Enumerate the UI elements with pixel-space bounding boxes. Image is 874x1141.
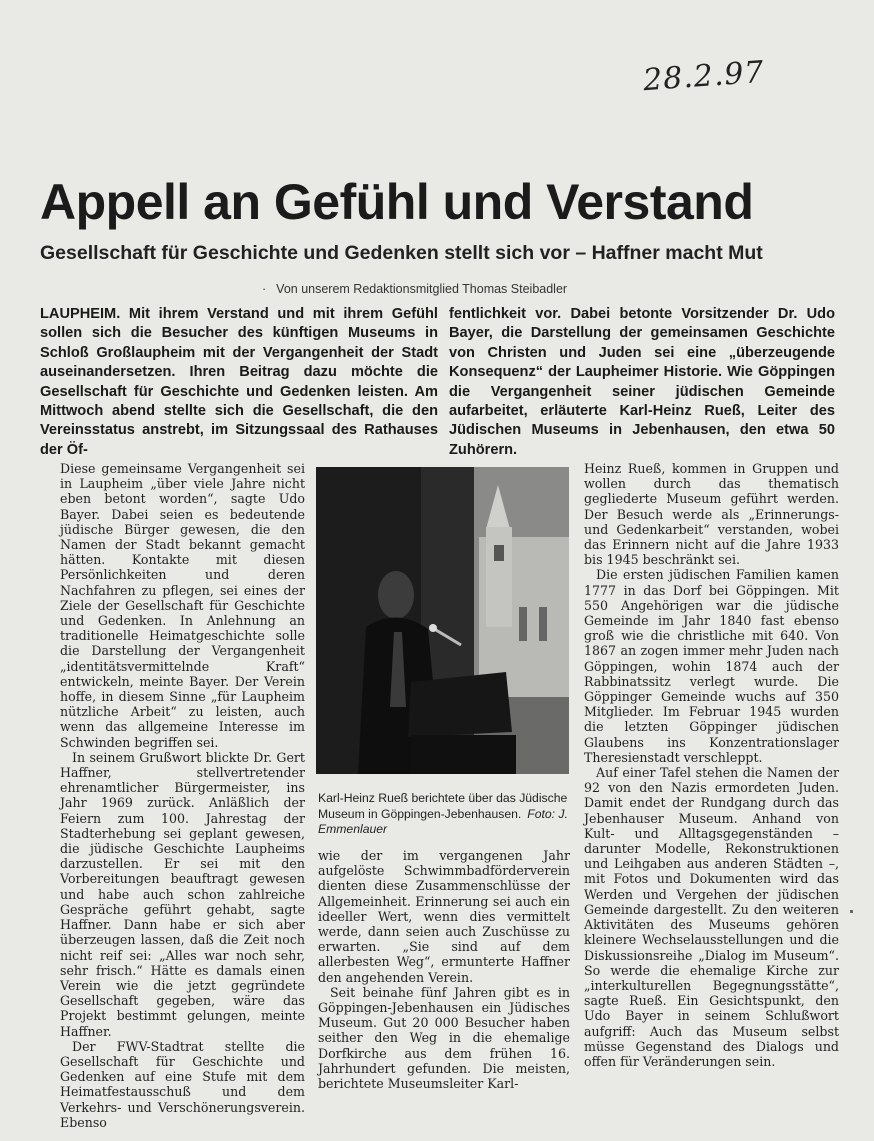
body-paragraph: In seinem Grußwort blickte Dr. Gert Haffner, stellvertretender ehrenamtlicher Bürgermeister, ins Jahr 1969 zurück. Anläßlich der Feiern zum 100. Jahrestag der Stadterhebung sei geplant gewesen, die jüdische Geschichte Laupheims darzustellen. Er sei mit den Vorbereitungen beauftragt gewesen und habe auch schon zahlreiche Gespräche geführt gehabt, sagte Haffner. Dann habe er sich aber überzeugen lassen, daß die Zeit noch nicht reif sei: „Alles war noch sehr, sehr frisch.“ Hätte es damals einen Verein wie die jetzt gegründete Gesellschaft gegeben, wäre das Projekt bestimmt gelungen, meinte Haffner. — [60, 749, 305, 1039]
article-subheadline: Gesellschaft für Geschichte und Gedenken stellt sich vor – Haffner macht Mut — [40, 242, 763, 264]
body-paragraph: Die ersten jüdischen Familien kamen 1777 in das Dorf bei Göppingen. Mit 550 Angehörigen war die jüdische Gemeinde im Jahr 1840 fast ebenso groß wie die christliche mit 640. Von 1867 an zogen immer mehr Juden nach Göppingen, wohin 1874 auch der Rabbinatssitz verlegt wurde. Die Göppinger Gemeinde wuchs auf 350 Mitglieder. Im Februar 1945 wurden die letzten Göppinger jüdischen Glaubens ins Konzentrationslager Theresienstadt verschleppt. — [584, 567, 839, 765]
handwritten-date: 28.2.97 — [641, 54, 766, 99]
caption-text: Karl-Heinz Rueß berichtete über das Jüdische Museum in Göppingen-Jebenhausen. — [318, 791, 568, 821]
byline-bullet: · — [262, 282, 267, 296]
photo-credit: Foto: J. Emmenlauer — [318, 806, 568, 836]
speaker-photo-illustration — [316, 467, 569, 774]
body-column-3 — [584, 461, 839, 1093]
body-paragraph: Diese gemeinsame Vergangenheit sei in Laupheim „über viele Jahre nicht eben betont worden“, sagte Udo Bayer. Dabei seien es bedeutende jüdische Bürger gewesen, die den Namen der Stadt bekannt gemacht hätten. Kontakte mit diesen Persönlichkeiten und deren Nachfahren zu pflegen, sei eines der Ziele der Gesellschaft für Geschichte und Gedenken. In Anlehnung an traditionelle Heimatgeschichte solle die Darstellung der Vergangenheit „identitätsvermittelnde Kraft“ entwickeln, meinte Bayer. Der Verein hoffe, in diesem Sinne „für Laupheim nützliche Arbeit“ zu leisten, auch wenn das allgemeine Interesse im Schwinden begriffen sei. — [60, 461, 305, 750]
lead-paragraph-left: LAUPHEIM. Mit ihrem Verstand und mit ihrem Gefühl sollen sich die Besucher des künftigen Museums in Schloß Großlaupheim mit der Vergangenheit der Stadt auseinandersetzen. Ihren Beitrag dazu möchte die Gesellschaft für Geschichte und Gedenken leisten. Am Mittwoch abend stellte sich die Gesellschaft, die den Vereinsstatus anstrebt, im Sitzungssaal des Rathauses der Öf- — [40, 306, 438, 458]
body-paragraph: wie der im vergangenen Jahr aufgelöste Schwimmbadförderverein dienten diese Zusammenschlüsse der Allgemeinheit. Erinnerung sei auch ein ideeller Wert, wenn dies vermittelt werde, dann seien auch Zuschüsse zu erwarten. „Sie sind auf dem allerbesten Weg“, ermunterte Haffner den angehenden Verein. — [318, 848, 570, 985]
photo-caption — [318, 791, 570, 838]
body-paragraph: Der FWV-Stadtrat stellte die Gesellschaft für Geschichte und Gedenken auf eine Stufe mit dem Heimatfestausschuß und dem Verkehrs- und Verschönerungsverein. Ebenso — [60, 1038, 305, 1130]
body-paragraph: Seit beinahe fünf Jahren gibt es in Göppingen-Jebenhausen ein Jüdisches Museum. Gut 20 000 Besucher haben seither den Weg in die ehemalige Dorfkirche aus dem frühen 16. Jahrhundert gefunden. Die meisten, berichtete Museumsleiter Karl- — [318, 984, 570, 1092]
print-speck — [850, 910, 853, 913]
speaker-head-icon — [378, 571, 414, 619]
lectern-icon — [408, 672, 512, 737]
body-column-1 — [60, 461, 305, 1130]
article-byline — [262, 281, 622, 297]
body-paragraph: Heinz Rueß, kommen in Gruppen und wollen durch das thematisch gegliederte Museum geführt werden. Der Besuch werde als „Erinnerungs- und Gedenkarbeit“ verstanden, wobei das Erinnern nicht auf die Jahre 1933 bis 1945 beschränkt sei. — [584, 461, 839, 568]
body-column-2 — [318, 848, 570, 1090]
byline-text: Von unserem Redaktionsmitglied Thomas Steibadler — [276, 282, 568, 296]
article-photo — [316, 467, 569, 774]
body-paragraph: Auf einer Tafel stehen die Namen der 92 von den Nazis ermordeten Juden. Damit endet der Rundgang durch das Jebenhauser Museum. Anhand von Kult- und Alltagsgegenständen – darunter Modelle, Rekonstruktionen und Leihgaben aus anderen Städten –, mit Fotos und Dokumenten wird das Werden und Vergehen der jüdischen Gemeinde dargestellt. Zu den weiteren Aktivitäten des Museums gehören kleinere Wechselausstellungen und die Diskussionsreihe „Dialog im Museum“. So werde die ehemalige Kirche zur „interkulturellen Begegnungsstätte“, sagte Rueß. Ein Gesichtspunkt, den Udo Bayer in seinem Schlußwort aufgriff: Auch das Museum selbst müsse Gegenstand des Dialogs und offen für Veränderungen sein. — [584, 765, 839, 1069]
article-headline: Appell an Gefühl und Verstand — [40, 174, 754, 230]
lead-paragraph-right: fentlichkeit vor. Dabei betonte Vorsitzender Dr. Udo Bayer, die Darstellung der gemeinsamen Geschichte von Christen und Juden sei eine „überzeugende Konsequenz“ der Laupheimer Historie. Wie Göppingen die Vergangenheit seiner jüdischen Gemeinde aufarbeitet, erläuterte Karl-Heinz Rueß, Leiter des Jüdischen Museums in Jebenhausen, den etwa 50 Zuhörern. — [449, 306, 835, 458]
